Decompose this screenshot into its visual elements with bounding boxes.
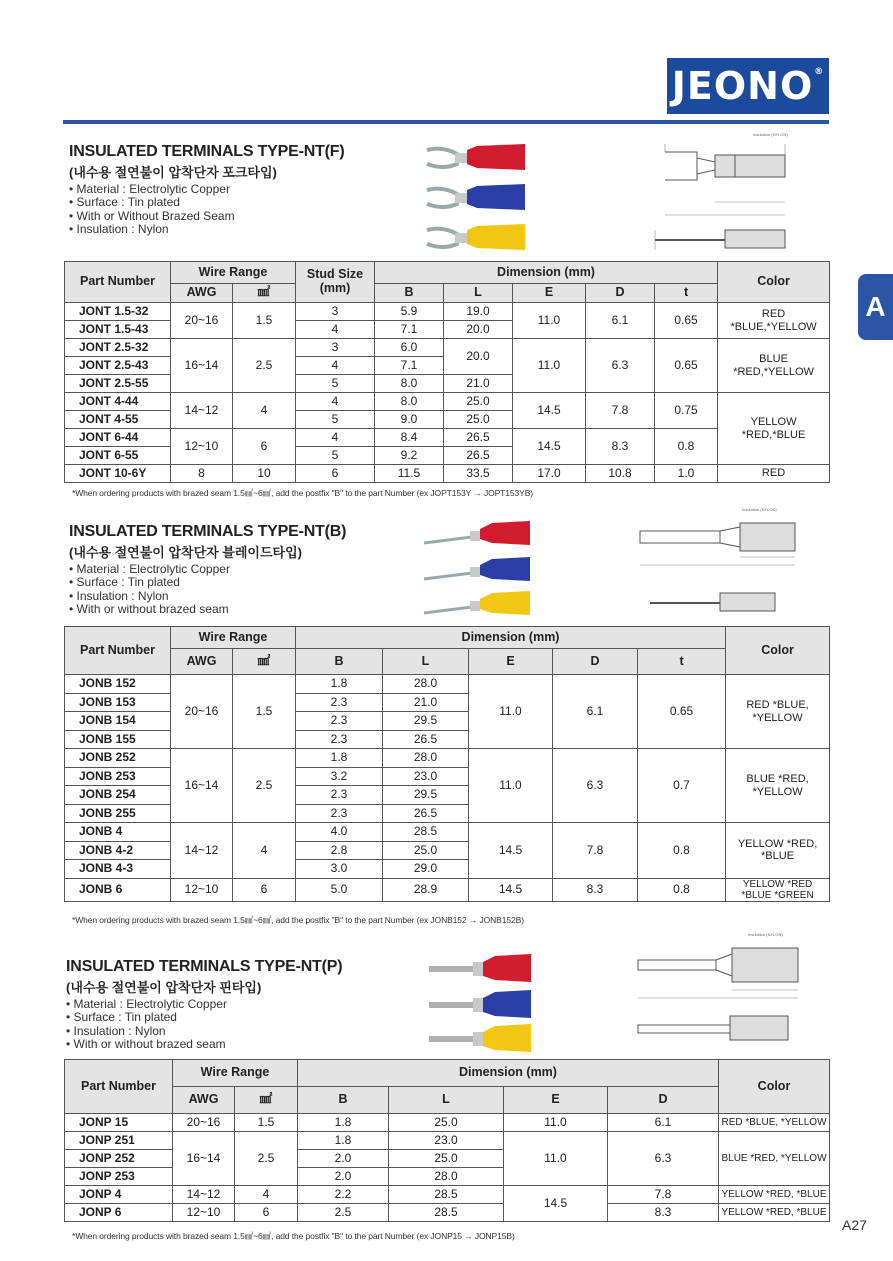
mm2-cell: 4	[233, 393, 296, 429]
col-part-number: Part Number	[65, 262, 171, 303]
e-cell: 11.0	[469, 675, 553, 749]
part-cell: JONB 152	[65, 675, 171, 694]
l-cell: 28.0	[383, 675, 469, 694]
part-cell: JONB 253	[65, 767, 171, 786]
d-cell: 10.8	[586, 465, 655, 483]
stud-cell: 4	[296, 429, 375, 447]
b-cell: 3.0	[296, 860, 383, 879]
col-wire-range: Wire Range	[171, 627, 296, 649]
d-cell: 6.3	[553, 749, 638, 823]
logo-text: JEONO	[671, 64, 814, 108]
l-cell: 28.0	[383, 749, 469, 768]
l-cell: 26.5	[444, 447, 513, 465]
t-cell: 0.8	[655, 429, 718, 465]
table-row	[65, 339, 830, 357]
col-b: B	[298, 1087, 389, 1114]
color-cell: YELLOW *RED, *BLUE	[726, 823, 830, 879]
nt-b-title: INSULATED TERMINALS TYPE-NT(B)	[69, 523, 347, 540]
mm2-cell: 1.5	[235, 1114, 298, 1132]
mm2-cell: 2.5	[233, 339, 296, 393]
d-cell: 7.8	[586, 393, 655, 429]
awg-cell: 16~14	[171, 749, 233, 823]
mm2-cell: 2.5	[233, 749, 296, 823]
e-cell: 14.5	[469, 823, 553, 879]
stud-cell: 4	[296, 321, 375, 339]
color-cell: YELLOW *RED, *BLUE	[719, 1204, 830, 1222]
nt-b-subtitle: (내수용 절연불이 압착단자 블레이드타입)	[69, 545, 302, 560]
color-cell: YELLOW *RED,*BLUE	[718, 393, 830, 465]
t-cell: 0.8	[638, 823, 726, 879]
spec-item: • With or without brazed seam	[69, 603, 346, 616]
t-cell: 0.65	[655, 303, 718, 339]
section-tab[interactable]: A	[858, 274, 893, 340]
blade-terminal-drawing	[630, 505, 810, 615]
l-cell: 26.5	[383, 804, 469, 823]
table-row	[65, 1132, 830, 1150]
d-cell: 6.1	[553, 675, 638, 749]
l-cell: 29.5	[383, 786, 469, 805]
b-cell: 2.3	[296, 786, 383, 805]
table-row	[65, 393, 830, 411]
mm2-cell: 6	[233, 878, 296, 901]
stud-cell: 6	[296, 465, 375, 483]
spec-item: • Insulation : Nylon	[69, 223, 344, 236]
part-cell: JONP 252	[65, 1150, 173, 1168]
awg-cell: 12~10	[171, 878, 233, 901]
part-cell: JONB 254	[65, 786, 171, 805]
b-cell: 8.0	[375, 393, 444, 411]
b-cell: 6.0	[375, 339, 444, 357]
b-cell: 1.8	[296, 749, 383, 768]
awg-cell: 20~16	[173, 1114, 235, 1132]
mm2-cell: 1.5	[233, 675, 296, 749]
b-cell: 2.5	[298, 1204, 389, 1222]
col-t: t	[655, 284, 718, 303]
col-mm2: ㎟	[235, 1087, 298, 1114]
l-cell: 23.0	[383, 767, 469, 786]
insulation-label: Insulation (NYLON)	[753, 132, 788, 137]
table-row	[65, 429, 830, 447]
col-t: t	[638, 649, 726, 675]
nt-f-heading	[69, 143, 344, 236]
color-cell: YELLOW *RED *BLUE *GREEN	[726, 878, 830, 901]
spec-item: • Material : Electrolytic Copper	[69, 563, 346, 576]
b-cell: 9.2	[375, 447, 444, 465]
b-cell: 2.3	[296, 804, 383, 823]
t-cell: 0.65	[655, 339, 718, 393]
l-cell: 25.0	[389, 1114, 504, 1132]
b-cell: 3.2	[296, 767, 383, 786]
col-awg: AWG	[171, 649, 233, 675]
spec-item: • Material : Electrolytic Copper	[66, 998, 342, 1011]
nt-f-note: *When ordering products with brazed seam 1.5㎟~6㎟, add the postfix "B" to the part Number (ex JOPT153Y → JOPT153YB)	[72, 488, 534, 498]
color-cell: BLUE *RED, *YELLOW	[719, 1132, 830, 1186]
part-cell: JONB 6	[65, 878, 171, 901]
fork-terminal-yellow	[427, 224, 525, 250]
nt-p-heading	[66, 958, 342, 1051]
t-cell: 0.65	[638, 675, 726, 749]
col-dimension: Dimension (mm)	[298, 1060, 719, 1087]
part-cell: JONB 4-3	[65, 860, 171, 879]
l-cell: 25.0	[444, 393, 513, 411]
spec-item: • Surface : Tin plated	[69, 576, 346, 589]
col-color: Color	[718, 262, 830, 303]
nt-b-table	[64, 626, 830, 902]
d-cell: 7.8	[608, 1186, 719, 1204]
d-cell: 6.1	[586, 303, 655, 339]
b-cell: 7.1	[375, 357, 444, 375]
awg-cell: 14~12	[171, 393, 233, 429]
part-cell: JONT 6-55	[65, 447, 171, 465]
table-row	[65, 878, 830, 901]
nt-b-note: *When ordering products with brazed seam 1.5㎟~6㎟, add the postfix "B" to the part Number (ex JONB152 → JONB152B)	[72, 915, 524, 925]
part-cell: JONB 155	[65, 730, 171, 749]
nt-b-specs	[69, 563, 346, 616]
e-cell: 11.0	[513, 339, 586, 393]
nt-p-subtitle: (내수용 절연불이 압착단자 핀타입)	[66, 980, 262, 995]
color-cell: RED *BLUE,*YELLOW	[718, 303, 830, 339]
nt-p-table	[64, 1059, 830, 1222]
l-cell: 28.0	[389, 1168, 504, 1186]
l-cell: 25.0	[389, 1150, 504, 1168]
l-cell: 28.9	[383, 878, 469, 901]
part-cell: JONT 6-44	[65, 429, 171, 447]
part-cell: JONT 4-44	[65, 393, 171, 411]
d-cell: 6.3	[608, 1132, 719, 1186]
b-cell: 2.3	[296, 730, 383, 749]
spec-item: • Insulation : Nylon	[66, 1025, 342, 1038]
e-cell: 14.5	[513, 429, 586, 465]
nt-f-table	[64, 261, 830, 483]
nt-f-specs	[69, 183, 344, 236]
mm2-cell: 4	[235, 1186, 298, 1204]
l-cell: 29.5	[383, 712, 469, 731]
awg-cell: 20~16	[171, 675, 233, 749]
table-row	[65, 1114, 830, 1132]
l-cell: 20.0	[444, 339, 513, 375]
nt-f-subtitle: (내수용 절연불이 압착단자 포크타입)	[69, 165, 277, 180]
t-cell: 1.0	[655, 465, 718, 483]
e-cell: 14.5	[504, 1186, 608, 1222]
pin-terminal-red	[429, 954, 531, 982]
table-row	[65, 465, 830, 483]
col-e: E	[469, 649, 553, 675]
color-cell: RED *BLUE, *YELLOW	[719, 1114, 830, 1132]
col-d: D	[608, 1087, 719, 1114]
t-cell: 0.8	[638, 878, 726, 901]
nt-f-title: INSULATED TERMINALS TYPE-NT(F)	[69, 143, 345, 160]
col-stud-size: Stud Size (mm)	[296, 262, 375, 303]
b-cell: 9.0	[375, 411, 444, 429]
mm2-cell: 6	[235, 1204, 298, 1222]
part-cell: JONB 4	[65, 823, 171, 842]
spec-item: • With or Without Brazed Seam	[69, 210, 344, 223]
part-cell: JONB 255	[65, 804, 171, 823]
l-cell: 20.0	[444, 321, 513, 339]
stud-cell: 5	[296, 447, 375, 465]
col-awg: AWG	[173, 1087, 235, 1114]
color-cell: YELLOW *RED, *BLUE	[719, 1186, 830, 1204]
l-cell: 25.0	[444, 411, 513, 429]
pin-terminal-photos	[425, 950, 535, 1055]
col-mm2: ㎟	[233, 284, 296, 303]
b-cell: 2.3	[296, 712, 383, 731]
b-cell: 1.8	[298, 1132, 389, 1150]
part-cell: JONT 2.5-32	[65, 339, 171, 357]
e-cell: 11.0	[513, 303, 586, 339]
registered-mark: ®	[814, 67, 825, 77]
awg-cell: 12~10	[171, 429, 233, 465]
b-cell: 8.0	[375, 375, 444, 393]
b-cell: 2.3	[296, 693, 383, 712]
table-row	[65, 823, 830, 842]
blade-terminal-blue	[424, 557, 530, 581]
col-dimension: Dimension (mm)	[296, 627, 726, 649]
b-cell: 5.0	[296, 878, 383, 901]
page-number: A27	[842, 1217, 867, 1233]
nt-p-title: INSULATED TERMINALS TYPE-NT(P)	[66, 958, 343, 975]
l-cell: 23.0	[389, 1132, 504, 1150]
col-l: L	[444, 284, 513, 303]
spec-item: • With or without brazed seam	[66, 1038, 342, 1051]
col-part-number: Part Number	[65, 627, 171, 675]
awg-cell: 16~14	[173, 1132, 235, 1186]
part-cell: JONP 6	[65, 1204, 173, 1222]
l-cell: 26.5	[444, 429, 513, 447]
l-cell: 28.5	[389, 1204, 504, 1222]
table-row	[65, 675, 830, 694]
part-cell: JONB 153	[65, 693, 171, 712]
l-cell: 28.5	[389, 1186, 504, 1204]
stud-cell: 3	[296, 303, 375, 321]
awg-cell: 8	[171, 465, 233, 483]
color-cell: RED *BLUE, *YELLOW	[726, 675, 830, 749]
b-cell: 2.0	[298, 1150, 389, 1168]
b-cell: 2.2	[298, 1186, 389, 1204]
pin-terminal-yellow	[429, 1024, 531, 1052]
header-divider	[63, 120, 829, 124]
l-cell: 25.0	[383, 841, 469, 860]
fork-terminal-photos	[425, 140, 530, 258]
part-cell: JONP 15	[65, 1114, 173, 1132]
nt-p-specs	[66, 998, 342, 1051]
awg-cell: 16~14	[171, 339, 233, 393]
d-cell: 6.3	[586, 339, 655, 393]
brand-logo	[667, 58, 829, 114]
part-cell: JONT 1.5-43	[65, 321, 171, 339]
col-d: D	[553, 649, 638, 675]
color-cell: BLUE *RED, *YELLOW	[726, 749, 830, 823]
part-cell: JONP 4	[65, 1186, 173, 1204]
color-cell: BLUE *RED,*YELLOW	[718, 339, 830, 393]
stud-cell: 5	[296, 375, 375, 393]
pin-terminal-blue	[429, 990, 531, 1018]
b-cell: 11.5	[375, 465, 444, 483]
nt-p-note: *When ordering products with brazed seam 1.5㎟~6㎟, add the postfix "B" to the part Number (ex JONP15 → JONP15B)	[72, 1231, 515, 1241]
table-row	[65, 1204, 830, 1222]
spec-item: • Surface : Tin plated	[66, 1011, 342, 1024]
fork-terminal-drawing	[635, 130, 815, 255]
spec-item: • Material : Electrolytic Copper	[69, 183, 344, 196]
blade-terminal-red	[424, 521, 530, 545]
d-cell: 6.1	[608, 1114, 719, 1132]
part-cell: JONT 4-55	[65, 411, 171, 429]
insulation-label: Insulation (NYLON)	[748, 932, 783, 937]
awg-cell: 20~16	[171, 303, 233, 339]
table-row	[65, 1186, 830, 1204]
awg-cell: 12~10	[173, 1204, 235, 1222]
part-cell: JONB 252	[65, 749, 171, 768]
l-cell: 28.5	[383, 823, 469, 842]
t-cell: 0.75	[655, 393, 718, 429]
awg-cell: 14~12	[173, 1186, 235, 1204]
d-cell: 8.3	[608, 1204, 719, 1222]
awg-cell: 14~12	[171, 823, 233, 879]
e-cell: 17.0	[513, 465, 586, 483]
col-d: D	[586, 284, 655, 303]
stud-cell: 4	[296, 393, 375, 411]
e-cell: 11.0	[469, 749, 553, 823]
mm2-cell: 10	[233, 465, 296, 483]
b-cell: 7.1	[375, 321, 444, 339]
part-cell: JONB 4-2	[65, 841, 171, 860]
blade-terminal-yellow	[424, 591, 530, 615]
part-cell: JONP 253	[65, 1168, 173, 1186]
b-cell: 2.0	[298, 1168, 389, 1186]
b-cell: 1.8	[296, 675, 383, 694]
col-color: Color	[726, 627, 830, 675]
col-e: E	[504, 1087, 608, 1114]
d-cell: 8.3	[553, 878, 638, 901]
l-cell: 29.0	[383, 860, 469, 879]
part-cell: JONB 154	[65, 712, 171, 731]
col-b: B	[375, 284, 444, 303]
e-cell: 14.5	[513, 393, 586, 429]
b-cell: 5.9	[375, 303, 444, 321]
e-cell: 11.0	[504, 1132, 608, 1186]
table-row	[65, 749, 830, 768]
stud-cell: 5	[296, 411, 375, 429]
fork-terminal-red	[427, 144, 525, 170]
part-cell: JONT 2.5-43	[65, 357, 171, 375]
col-l: L	[383, 649, 469, 675]
nt-b-heading	[69, 523, 346, 616]
e-cell: 14.5	[469, 878, 553, 901]
mm2-cell: 1.5	[233, 303, 296, 339]
mm2-cell: 2.5	[235, 1132, 298, 1186]
part-cell: JONT 10-6Y	[65, 465, 171, 483]
l-cell: 33.5	[444, 465, 513, 483]
b-cell: 8.4	[375, 429, 444, 447]
pin-terminal-drawing	[620, 930, 810, 1045]
b-cell: 1.8	[298, 1114, 389, 1132]
l-cell: 21.0	[444, 375, 513, 393]
d-cell: 8.3	[586, 429, 655, 465]
l-cell: 26.5	[383, 730, 469, 749]
col-b: B	[296, 649, 383, 675]
d-cell: 7.8	[553, 823, 638, 879]
mm2-cell: 6	[233, 429, 296, 465]
e-cell: 11.0	[504, 1114, 608, 1132]
col-l: L	[389, 1087, 504, 1114]
part-cell: JONT 1.5-32	[65, 303, 171, 321]
col-dimension: Dimension (mm)	[375, 262, 718, 284]
col-mm2: ㎟	[233, 649, 296, 675]
part-cell: JONT 2.5-55	[65, 375, 171, 393]
spec-item: • Surface : Tin plated	[69, 196, 344, 209]
fork-terminal-blue	[427, 184, 525, 210]
blade-terminal-photos	[420, 515, 535, 620]
stud-cell: 3	[296, 339, 375, 357]
b-cell: 2.8	[296, 841, 383, 860]
color-cell: RED	[718, 465, 830, 483]
b-cell: 4.0	[296, 823, 383, 842]
spec-item: • Insulation : Nylon	[69, 590, 346, 603]
l-cell: 19.0	[444, 303, 513, 321]
col-wire-range: Wire Range	[171, 262, 296, 284]
stud-cell: 4	[296, 357, 375, 375]
col-part-number: Part Number	[65, 1060, 173, 1114]
t-cell: 0.7	[638, 749, 726, 823]
col-awg: AWG	[171, 284, 233, 303]
col-color: Color	[719, 1060, 830, 1114]
insulation-label: Insulation (NYLON)	[742, 507, 777, 512]
col-wire-range: Wire Range	[173, 1060, 298, 1087]
mm2-cell: 4	[233, 823, 296, 879]
col-e: E	[513, 284, 586, 303]
table-row	[65, 303, 830, 321]
l-cell: 21.0	[383, 693, 469, 712]
part-cell: JONP 251	[65, 1132, 173, 1150]
